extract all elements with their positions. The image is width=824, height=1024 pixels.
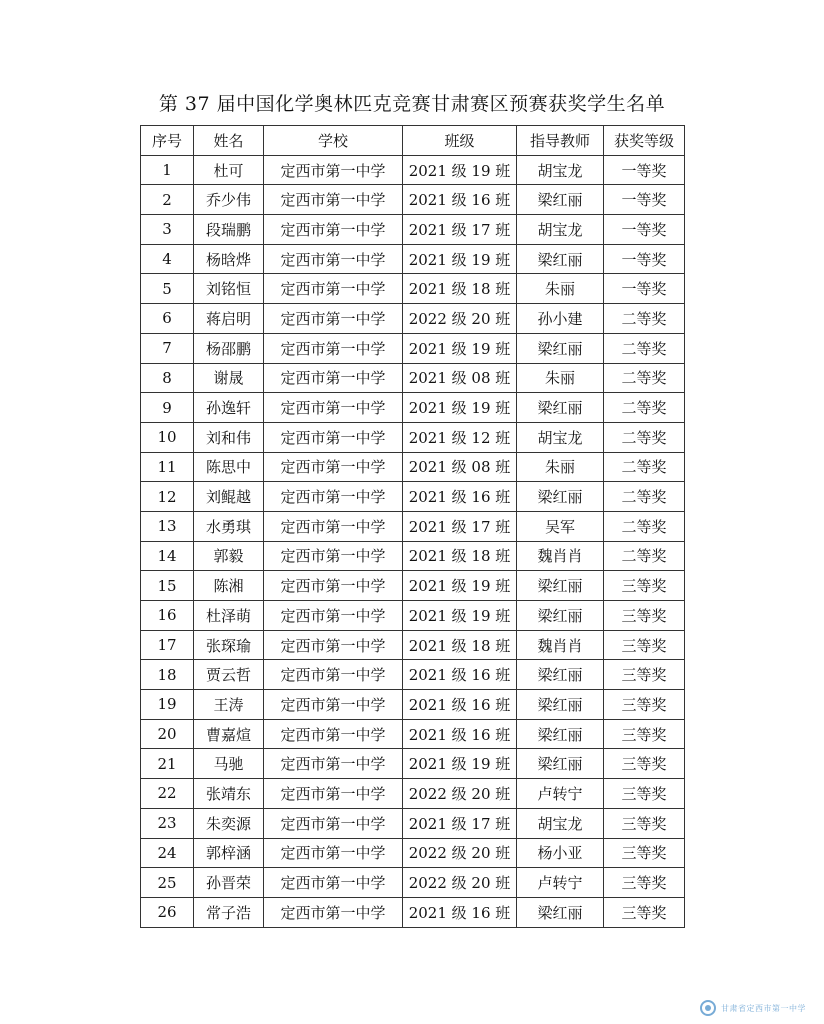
table-row xyxy=(141,541,685,571)
cell-index: 3 xyxy=(141,215,194,245)
cell-index: 16 xyxy=(141,601,194,631)
cell-index: 6 xyxy=(141,304,194,334)
cell-teacher: 梁红丽 xyxy=(517,690,604,720)
cell-name: 张琛瑜 xyxy=(194,630,264,660)
cell-award-level: 三等奖 xyxy=(604,868,685,898)
cell-school: 定西市第一中学 xyxy=(264,719,403,749)
cell-index: 24 xyxy=(141,838,194,868)
table-row xyxy=(141,660,685,690)
cell-index: 23 xyxy=(141,808,194,838)
cell-award-level: 三等奖 xyxy=(604,601,685,631)
cell-name: 杨邵鹏 xyxy=(194,333,264,363)
cell-index: 5 xyxy=(141,274,194,304)
cell-school: 定西市第一中学 xyxy=(264,155,403,185)
cell-teacher: 孙小建 xyxy=(517,304,604,334)
table-row xyxy=(141,155,685,185)
cell-teacher: 梁红丽 xyxy=(517,749,604,779)
cell-class: 2021 级 17 班 xyxy=(403,808,517,838)
table-row xyxy=(141,808,685,838)
header-name: 姓名 xyxy=(194,126,264,156)
document-title: 第 37 届中国化学奥林匹克竞赛甘肃赛区预赛获奖学生名单 xyxy=(158,93,666,115)
table-row xyxy=(141,215,685,245)
cell-name: 谢晟 xyxy=(194,363,264,393)
cell-school: 定西市第一中学 xyxy=(264,601,403,631)
cell-school: 定西市第一中学 xyxy=(264,304,403,334)
header-index: 序号 xyxy=(141,126,194,156)
cell-name: 朱奕源 xyxy=(194,808,264,838)
cell-school: 定西市第一中学 xyxy=(264,838,403,868)
table-row xyxy=(141,393,685,423)
cell-name: 贾云哲 xyxy=(194,660,264,690)
cell-school: 定西市第一中学 xyxy=(264,215,403,245)
cell-teacher: 梁红丽 xyxy=(517,393,604,423)
cell-school: 定西市第一中学 xyxy=(264,393,403,423)
cell-name: 郭梓涵 xyxy=(194,838,264,868)
cell-class: 2021 级 19 班 xyxy=(403,333,517,363)
cell-teacher: 胡宝龙 xyxy=(517,215,604,245)
cell-teacher: 朱丽 xyxy=(517,452,604,482)
table-row xyxy=(141,482,685,512)
cell-teacher: 魏肖肖 xyxy=(517,541,604,571)
cell-name: 王涛 xyxy=(194,690,264,720)
cell-school: 定西市第一中学 xyxy=(264,185,403,215)
cell-index: 14 xyxy=(141,541,194,571)
cell-teacher: 胡宝龙 xyxy=(517,808,604,838)
cell-award-level: 一等奖 xyxy=(604,244,685,274)
table-row xyxy=(141,868,685,898)
cell-award-level: 二等奖 xyxy=(604,422,685,452)
cell-award-level: 三等奖 xyxy=(604,630,685,660)
cell-index: 13 xyxy=(141,511,194,541)
cell-index: 25 xyxy=(141,868,194,898)
cell-award-level: 二等奖 xyxy=(604,304,685,334)
cell-index: 8 xyxy=(141,363,194,393)
cell-school: 定西市第一中学 xyxy=(264,452,403,482)
cell-school: 定西市第一中学 xyxy=(264,749,403,779)
cell-award-level: 二等奖 xyxy=(604,511,685,541)
table-row xyxy=(141,749,685,779)
cell-index: 15 xyxy=(141,571,194,601)
cell-award-level: 一等奖 xyxy=(604,274,685,304)
header-teacher: 指导教师 xyxy=(517,126,604,156)
cell-index: 10 xyxy=(141,422,194,452)
cell-award-level: 三等奖 xyxy=(604,838,685,868)
cell-school: 定西市第一中学 xyxy=(264,630,403,660)
table-row xyxy=(141,779,685,809)
cell-school: 定西市第一中学 xyxy=(264,511,403,541)
table-row xyxy=(141,511,685,541)
cell-school: 定西市第一中学 xyxy=(264,779,403,809)
cell-class: 2021 级 16 班 xyxy=(403,185,517,215)
cell-award-level: 一等奖 xyxy=(604,215,685,245)
cell-teacher: 梁红丽 xyxy=(517,482,604,512)
cell-index: 19 xyxy=(141,690,194,720)
cell-class: 2021 级 08 班 xyxy=(403,452,517,482)
cell-name: 曹嘉煊 xyxy=(194,719,264,749)
cell-teacher: 梁红丽 xyxy=(517,660,604,690)
cell-class: 2021 级 19 班 xyxy=(403,393,517,423)
cell-name: 张靖东 xyxy=(194,779,264,809)
cell-award-level: 三等奖 xyxy=(604,808,685,838)
cell-class: 2021 级 19 班 xyxy=(403,155,517,185)
cell-school: 定西市第一中学 xyxy=(264,660,403,690)
cell-school: 定西市第一中学 xyxy=(264,482,403,512)
cell-school: 定西市第一中学 xyxy=(264,868,403,898)
cell-class: 2021 级 16 班 xyxy=(403,719,517,749)
header-class: 班级 xyxy=(403,126,517,156)
cell-school: 定西市第一中学 xyxy=(264,571,403,601)
cell-award-level: 三等奖 xyxy=(604,571,685,601)
table-row xyxy=(141,185,685,215)
cell-name: 常子浩 xyxy=(194,897,264,927)
cell-award-level: 二等奖 xyxy=(604,393,685,423)
cell-index: 17 xyxy=(141,630,194,660)
cell-school: 定西市第一中学 xyxy=(264,808,403,838)
cell-index: 26 xyxy=(141,897,194,927)
table-row xyxy=(141,244,685,274)
cell-class: 2022 级 20 班 xyxy=(403,868,517,898)
cell-award-level: 三等奖 xyxy=(604,749,685,779)
cell-award-level: 三等奖 xyxy=(604,719,685,749)
cell-name: 杨晗烨 xyxy=(194,244,264,274)
cell-class: 2021 级 16 班 xyxy=(403,690,517,720)
table-row xyxy=(141,630,685,660)
table-row xyxy=(141,333,685,363)
header-school: 学校 xyxy=(264,126,403,156)
cell-teacher: 梁红丽 xyxy=(517,333,604,363)
cell-class: 2021 级 18 班 xyxy=(403,630,517,660)
table-row xyxy=(141,690,685,720)
table-row xyxy=(141,601,685,631)
cell-name: 杜可 xyxy=(194,155,264,185)
cell-index: 21 xyxy=(141,749,194,779)
cell-class: 2021 级 19 班 xyxy=(403,571,517,601)
awards-table xyxy=(140,125,685,928)
table-row xyxy=(141,838,685,868)
cell-class: 2021 级 19 班 xyxy=(403,601,517,631)
cell-index: 7 xyxy=(141,333,194,363)
cell-name: 刘铭恒 xyxy=(194,274,264,304)
cell-index: 1 xyxy=(141,155,194,185)
cell-school: 定西市第一中学 xyxy=(264,422,403,452)
cell-award-level: 三等奖 xyxy=(604,779,685,809)
cell-name: 孙晋荣 xyxy=(194,868,264,898)
cell-class: 2021 级 12 班 xyxy=(403,422,517,452)
cell-name: 刘鲲越 xyxy=(194,482,264,512)
table-row xyxy=(141,571,685,601)
cell-teacher: 梁红丽 xyxy=(517,719,604,749)
cell-index: 2 xyxy=(141,185,194,215)
cell-name: 孙逸轩 xyxy=(194,393,264,423)
cell-name: 马驰 xyxy=(194,749,264,779)
table-row xyxy=(141,274,685,304)
cell-award-level: 三等奖 xyxy=(604,660,685,690)
cell-teacher: 朱丽 xyxy=(517,363,604,393)
cell-name: 陈湘 xyxy=(194,571,264,601)
cell-index: 11 xyxy=(141,452,194,482)
cell-class: 2022 级 20 班 xyxy=(403,304,517,334)
cell-class: 2022 级 20 班 xyxy=(403,838,517,868)
cell-teacher: 卢转宁 xyxy=(517,779,604,809)
cell-school: 定西市第一中学 xyxy=(264,541,403,571)
cell-name: 杜泽萌 xyxy=(194,601,264,631)
cell-award-level: 三等奖 xyxy=(604,897,685,927)
cell-school: 定西市第一中学 xyxy=(264,274,403,304)
cell-teacher: 梁红丽 xyxy=(517,244,604,274)
cell-award-level: 二等奖 xyxy=(604,482,685,512)
cell-teacher: 胡宝龙 xyxy=(517,422,604,452)
cell-name: 乔少伟 xyxy=(194,185,264,215)
cell-teacher: 卢转宁 xyxy=(517,868,604,898)
cell-teacher: 梁红丽 xyxy=(517,601,604,631)
table-header-row xyxy=(141,126,685,156)
cell-class: 2021 级 16 班 xyxy=(403,897,517,927)
cell-school: 定西市第一中学 xyxy=(264,897,403,927)
cell-teacher: 胡宝龙 xyxy=(517,155,604,185)
table-row xyxy=(141,422,685,452)
cell-school: 定西市第一中学 xyxy=(264,690,403,720)
watermark xyxy=(700,1000,806,1016)
cell-name: 蒋启明 xyxy=(194,304,264,334)
cell-teacher: 吴军 xyxy=(517,511,604,541)
cell-class: 2021 级 08 班 xyxy=(403,363,517,393)
cell-index: 18 xyxy=(141,660,194,690)
cell-index: 12 xyxy=(141,482,194,512)
cell-class: 2021 级 17 班 xyxy=(403,511,517,541)
cell-index: 20 xyxy=(141,719,194,749)
table-row xyxy=(141,452,685,482)
cell-award-level: 一等奖 xyxy=(604,185,685,215)
cell-award-level: 二等奖 xyxy=(604,452,685,482)
cell-teacher: 梁红丽 xyxy=(517,571,604,601)
cell-award-level: 二等奖 xyxy=(604,363,685,393)
cell-class: 2021 级 16 班 xyxy=(403,660,517,690)
cell-class: 2022 级 20 班 xyxy=(403,779,517,809)
cell-award-level: 一等奖 xyxy=(604,155,685,185)
cell-teacher: 梁红丽 xyxy=(517,897,604,927)
cell-teacher: 杨小亚 xyxy=(517,838,604,868)
cell-class: 2021 级 18 班 xyxy=(403,541,517,571)
header-award-level: 获奖等级 xyxy=(604,126,685,156)
cell-school: 定西市第一中学 xyxy=(264,244,403,274)
watermark-text: 甘肃省定西市第一中学 xyxy=(721,1003,806,1013)
cell-name: 陈思中 xyxy=(194,452,264,482)
cell-class: 2021 级 17 班 xyxy=(403,215,517,245)
cell-class: 2021 级 16 班 xyxy=(403,482,517,512)
cell-award-level: 二等奖 xyxy=(604,541,685,571)
table-row xyxy=(141,363,685,393)
cell-teacher: 梁红丽 xyxy=(517,185,604,215)
cell-name: 刘和伟 xyxy=(194,422,264,452)
table-row xyxy=(141,719,685,749)
cell-class: 2021 级 19 班 xyxy=(403,244,517,274)
cell-index: 9 xyxy=(141,393,194,423)
cell-class: 2021 级 18 班 xyxy=(403,274,517,304)
cell-school: 定西市第一中学 xyxy=(264,333,403,363)
cell-index: 22 xyxy=(141,779,194,809)
cell-award-level: 二等奖 xyxy=(604,333,685,363)
cell-name: 郭毅 xyxy=(194,541,264,571)
table-row xyxy=(141,897,685,927)
table-body xyxy=(141,155,685,927)
cell-school: 定西市第一中学 xyxy=(264,363,403,393)
cell-class: 2021 级 19 班 xyxy=(403,749,517,779)
cell-index: 4 xyxy=(141,244,194,274)
table-row xyxy=(141,304,685,334)
cell-name: 水勇琪 xyxy=(194,511,264,541)
school-logo-icon xyxy=(700,1000,716,1016)
cell-teacher: 魏肖肖 xyxy=(517,630,604,660)
cell-award-level: 三等奖 xyxy=(604,690,685,720)
cell-name: 段瑞鹏 xyxy=(194,215,264,245)
cell-teacher: 朱丽 xyxy=(517,274,604,304)
